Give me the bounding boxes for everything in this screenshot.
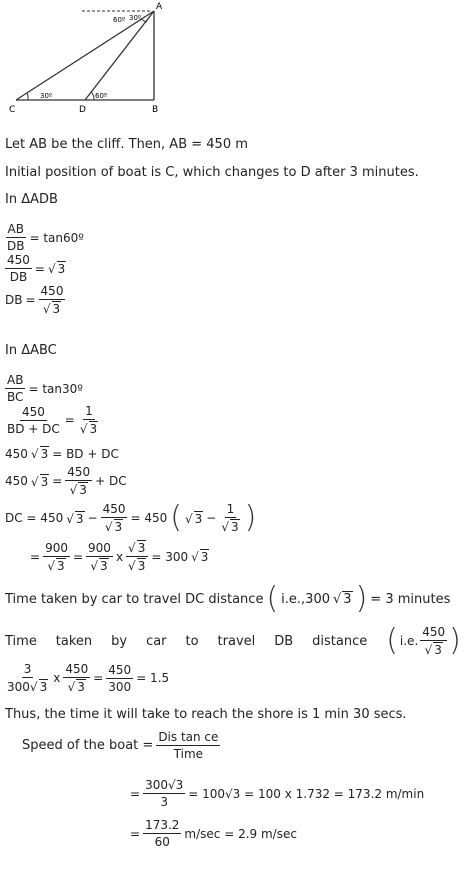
eq-ab-db: $\frac{AB}{DB}$ = tan60º — [7, 222, 84, 253]
eq-450-bddc: $\frac{450}{BD + DC}$ = $\frac{1}{√ 3}$ — [7, 404, 98, 436]
point-b: B — [152, 105, 159, 115]
speed-sec-clip: = $\frac{173.2}{60}$ m/sec = 2.9 m/sec — [130, 818, 297, 846]
initial-text: Initial position of boat is C, which changes to D after 3 minutes. — [5, 165, 419, 180]
point-d: D — [79, 105, 86, 115]
eq-time-db: $\frac{3}{300√ 3}$ x $\frac{450}{√ 3}$ = $\frac{450}{300}$ = 1.5 — [7, 662, 170, 694]
angle-c: 30º — [40, 92, 53, 100]
time-db-line: Time taken by car to travel DB distance ( i.e. $\frac{450}{√ 3}$ ) — [5, 623, 461, 658]
thus-text: Thus, the time it will take to reach the shore is 1 min 30 secs. — [5, 707, 407, 722]
point-c: C — [9, 105, 16, 115]
in-adb-label: In ΔADB — [5, 192, 58, 207]
angle-top-right: 30º — [129, 14, 142, 22]
eq-line-b: 450 √ 3 = $\frac{450}{√ 3}$ + DC — [5, 465, 127, 497]
cliff-diagram — [0, 0, 180, 118]
point-a: A — [156, 2, 163, 12]
eq-dc: DC = 450 √ 3 − $\frac{450}{√ 3}$ = 450 ( √ 3 − $\frac{1}{√ 3}$ ) — [5, 500, 257, 535]
let-ab-text: Let AB be the cliff. Then, AB = 450 m — [5, 137, 248, 152]
speed-label-line: Speed of the boat = $\frac{\text{Dis tan ce}}{\text{Time}}$ — [22, 730, 219, 761]
eq-ab-bc: $\frac{AB}{BC}$ = tan30º — [7, 373, 83, 404]
time-dc-line: Time taken by car to travel DC distance ( i.e.,300 √ 3 ) = 3 minutes — [5, 581, 451, 616]
in-abc-label: In ΔABC — [5, 343, 57, 358]
eq-line-a: 450 √ 3 = BD + DC — [5, 446, 119, 461]
angle-d: 60º — [95, 92, 108, 100]
eq-simplify: = $\frac{900}{√ 3}$ = $\frac{900}{√ 3}$ x $\frac{√ 3}{√ 3}$ = 300 √ 3 — [30, 540, 209, 573]
eq-db-value: DB = $\frac{450}{√ 3}$ — [5, 284, 64, 316]
eq-450-db: $\frac{450}{DB}$ = √ 3 — [7, 253, 66, 284]
angle-top-left: 60º — [113, 16, 126, 24]
speed-min-line: = $\frac{300√3}{3}$ = 100√3 = 100 x 1.732 = 173.2 m/min — [130, 778, 425, 809]
